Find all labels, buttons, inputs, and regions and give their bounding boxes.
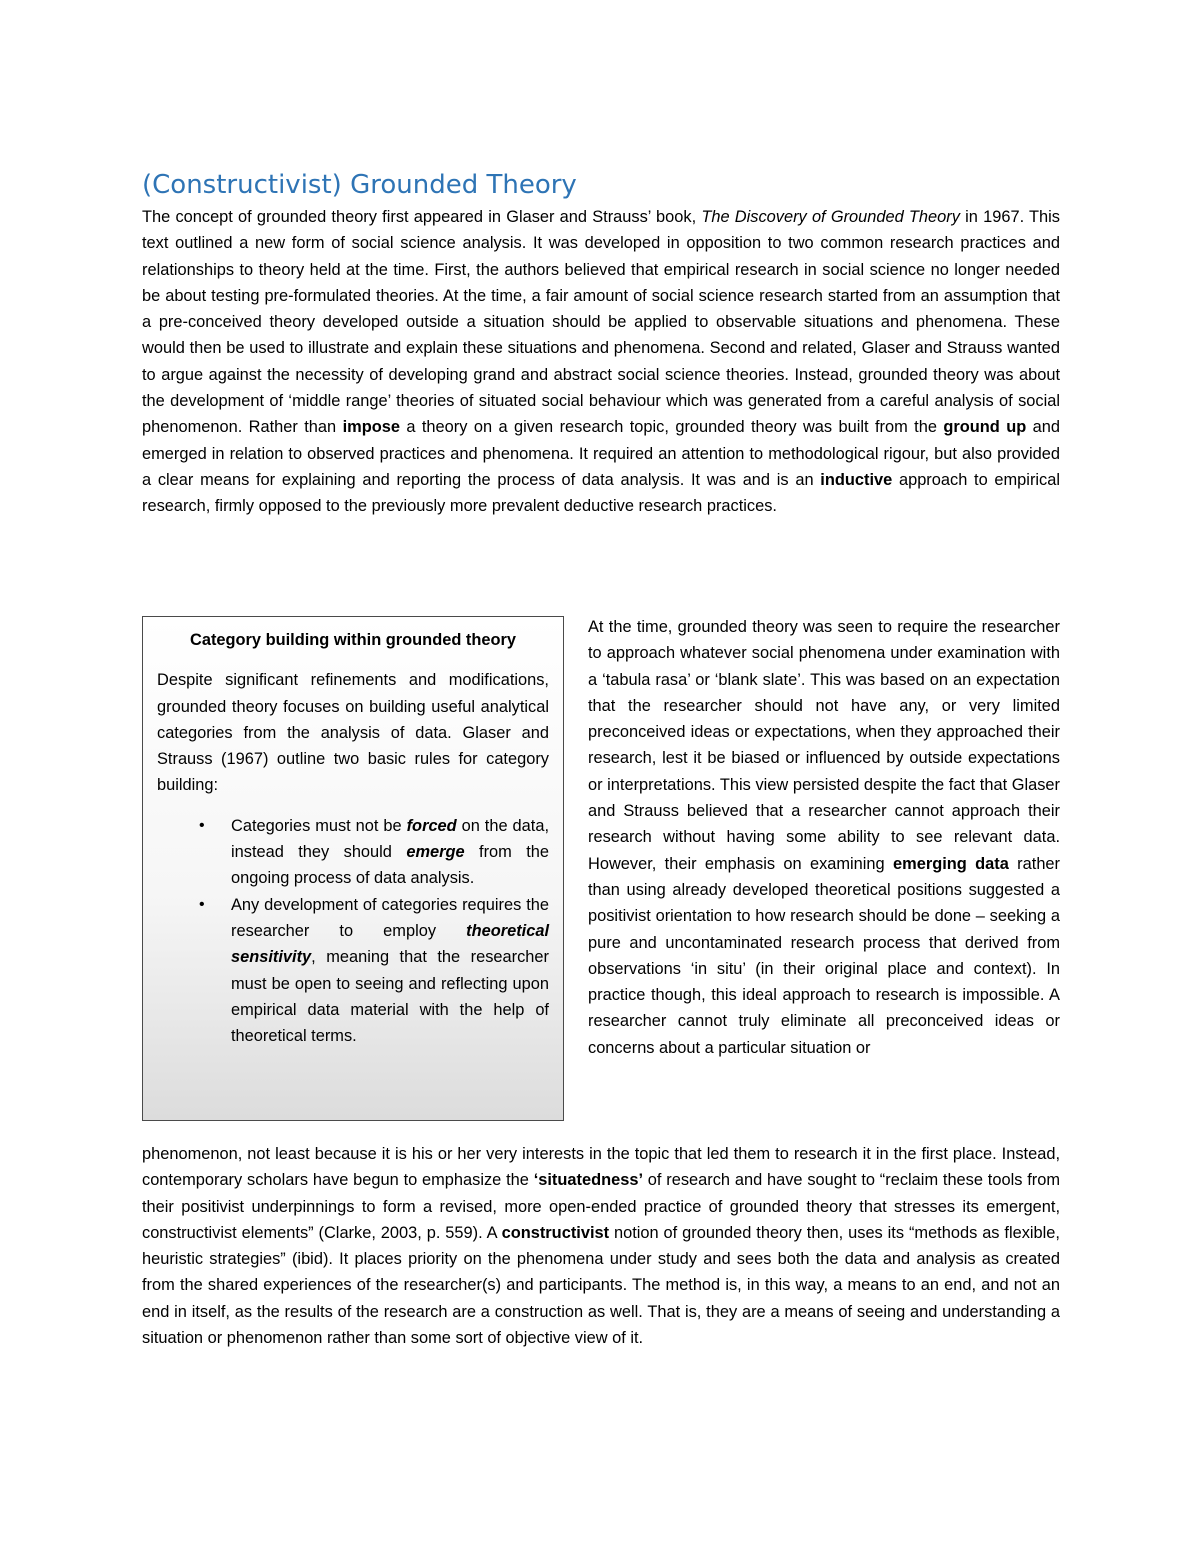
intro-text: and emerged in relation to observed practices and phenomena. It required an attention to methodological rigour, but also provided a clear means for explaining and reporting the process of data analysis. It was and is an bbox=[142, 418, 1060, 489]
emphasis-inductive: inductive bbox=[820, 470, 893, 489]
list-item-text: Any development of categories requires the researcher to employ bbox=[231, 895, 549, 940]
emphasis-situatedness: ‘situatedness’ bbox=[533, 1171, 643, 1190]
paragraph-text: of research and have sought to “reclaim these tools from their positivist underpinnings to form a revised, more open-ended practice of grounded theory that stresses its emergent, constructivist elements” (Clarke, 2003, p. 559). A bbox=[142, 1171, 1060, 1242]
bullet-icon: • bbox=[199, 895, 205, 913]
emphasis-constructivist: constructivist bbox=[501, 1223, 610, 1242]
intro-text: a theory on a given research topic, grounded theory was built from the bbox=[399, 418, 944, 437]
tabula-rasa-paragraph bbox=[588, 614, 1060, 1061]
category-rules-list bbox=[157, 813, 549, 1050]
list-item-text: , meaning that the researcher must be open to seeing and reflecting upon empirical data material with the help of theoretical terms. bbox=[231, 948, 549, 1046]
paragraph-text: At the time, grounded theory was seen to require the researcher to approach whatever social phenomena under examination with a ‘tabula rasa’ or ‘blank slate’. This was based on an expectation that the researcher should not have any, or very limited preconceived ideas or expectations, when they approached their research, lest it be biased or influenced by outside expectations or interpretations. This view persisted despite the fact that Glaser and Strauss believed that a researcher cannot approach their research without having some ability to see relevant data. However, their emphasis on examining bbox=[588, 618, 1060, 873]
constructivist-paragraph bbox=[142, 1141, 1060, 1351]
paragraph-text: phenomenon, not least because it is his or her very interests in the topic that led them to research it in the first place. Instead, contemporary scholars have begun to emphasize the bbox=[142, 1145, 1060, 1190]
paragraph-text: notion of grounded theory then, uses its “methods as flexible, heuristic strategies” (ibid). It places priority on the phenomena under study and sees both the data and analysis as created from the shared experiences of the researcher(s) and participants. The method is, in this way, a means to an end, and not an end in itself, as the results of the research are a construction as well. That is, they are a means of seeing and understanding a situation or phenomenon rather than some sort of objective view of it. bbox=[142, 1223, 1060, 1348]
intro-text: The concept of grounded theory first appeared in Glaser and Strauss’ book, bbox=[142, 208, 702, 226]
list-item-text: on the data, instead they should bbox=[231, 816, 549, 862]
intro-text: in 1967. This text outlined a new form of social science analysis. It was developed in opposition to two common research practices and relationships to theory held at the time. First, the authors believed that empirical research in social science no longer needed be about testing pre-formulated theories. At the time, a fair amount of social science research started from an assumption that a pre-conceived theory developed outside a situation should be applied to observable situations and phenomena. These would then be used to illustrate and explain these situations and phenomena. Second and related, Glaser and Strauss wanted to argue against the necessity of developing grand and abstract social science theories. Instead, grounded theory was about the development of ‘middle range’ theories of situated social behaviour which was generated from a careful analysis of social phenomenon. Rather than bbox=[142, 208, 1060, 437]
paragraph-text: rather than using already developed theoretical positions suggested a positivist orientation to how research should be done – seeking a pure and uncontaminated research process that derived from observations ‘in situ’ (in their original place and context). In practice though, this ideal approach to research is impossible. A researcher cannot truly eliminate all preconceived ideas or concerns about a particular situation or bbox=[588, 854, 1061, 1057]
intro-text: approach to empirical research, firmly opposed to the previously more prevalent deductive research practices. bbox=[142, 470, 1060, 516]
bullet-icon: • bbox=[199, 816, 205, 834]
list-item-text: Categories must not be bbox=[231, 816, 407, 835]
document-heading: (Constructivist) Grounded Theory bbox=[142, 170, 577, 200]
sidebar-box-title: Category building within grounded theory bbox=[190, 631, 516, 649]
emphasis-forced: forced bbox=[406, 816, 457, 835]
emphasis-emerge: emerge bbox=[406, 843, 465, 862]
emphasis-ground-up: ground up bbox=[943, 418, 1027, 437]
list-item bbox=[157, 813, 549, 892]
emphasis-theoretical-sensitivity: theoretical sensitivity bbox=[231, 921, 549, 967]
list-item bbox=[157, 892, 549, 1050]
emphasis-emerging-data: emerging data bbox=[893, 854, 1009, 873]
book-title: The Discovery of Grounded Theory bbox=[701, 208, 960, 226]
list-item-text: from the ongoing process of data analysis. bbox=[231, 843, 549, 888]
category-building-sidebar-box bbox=[142, 616, 564, 1121]
sidebar-box-intro: Despite significant refinements and modifications, grounded theory focuses on building useful analytical categories from the analysis of data. Glaser and Strauss (1967) outline two basic rules for category building: bbox=[157, 671, 549, 795]
intro-paragraph bbox=[142, 204, 1060, 520]
emphasis-impose: impose bbox=[342, 418, 400, 437]
